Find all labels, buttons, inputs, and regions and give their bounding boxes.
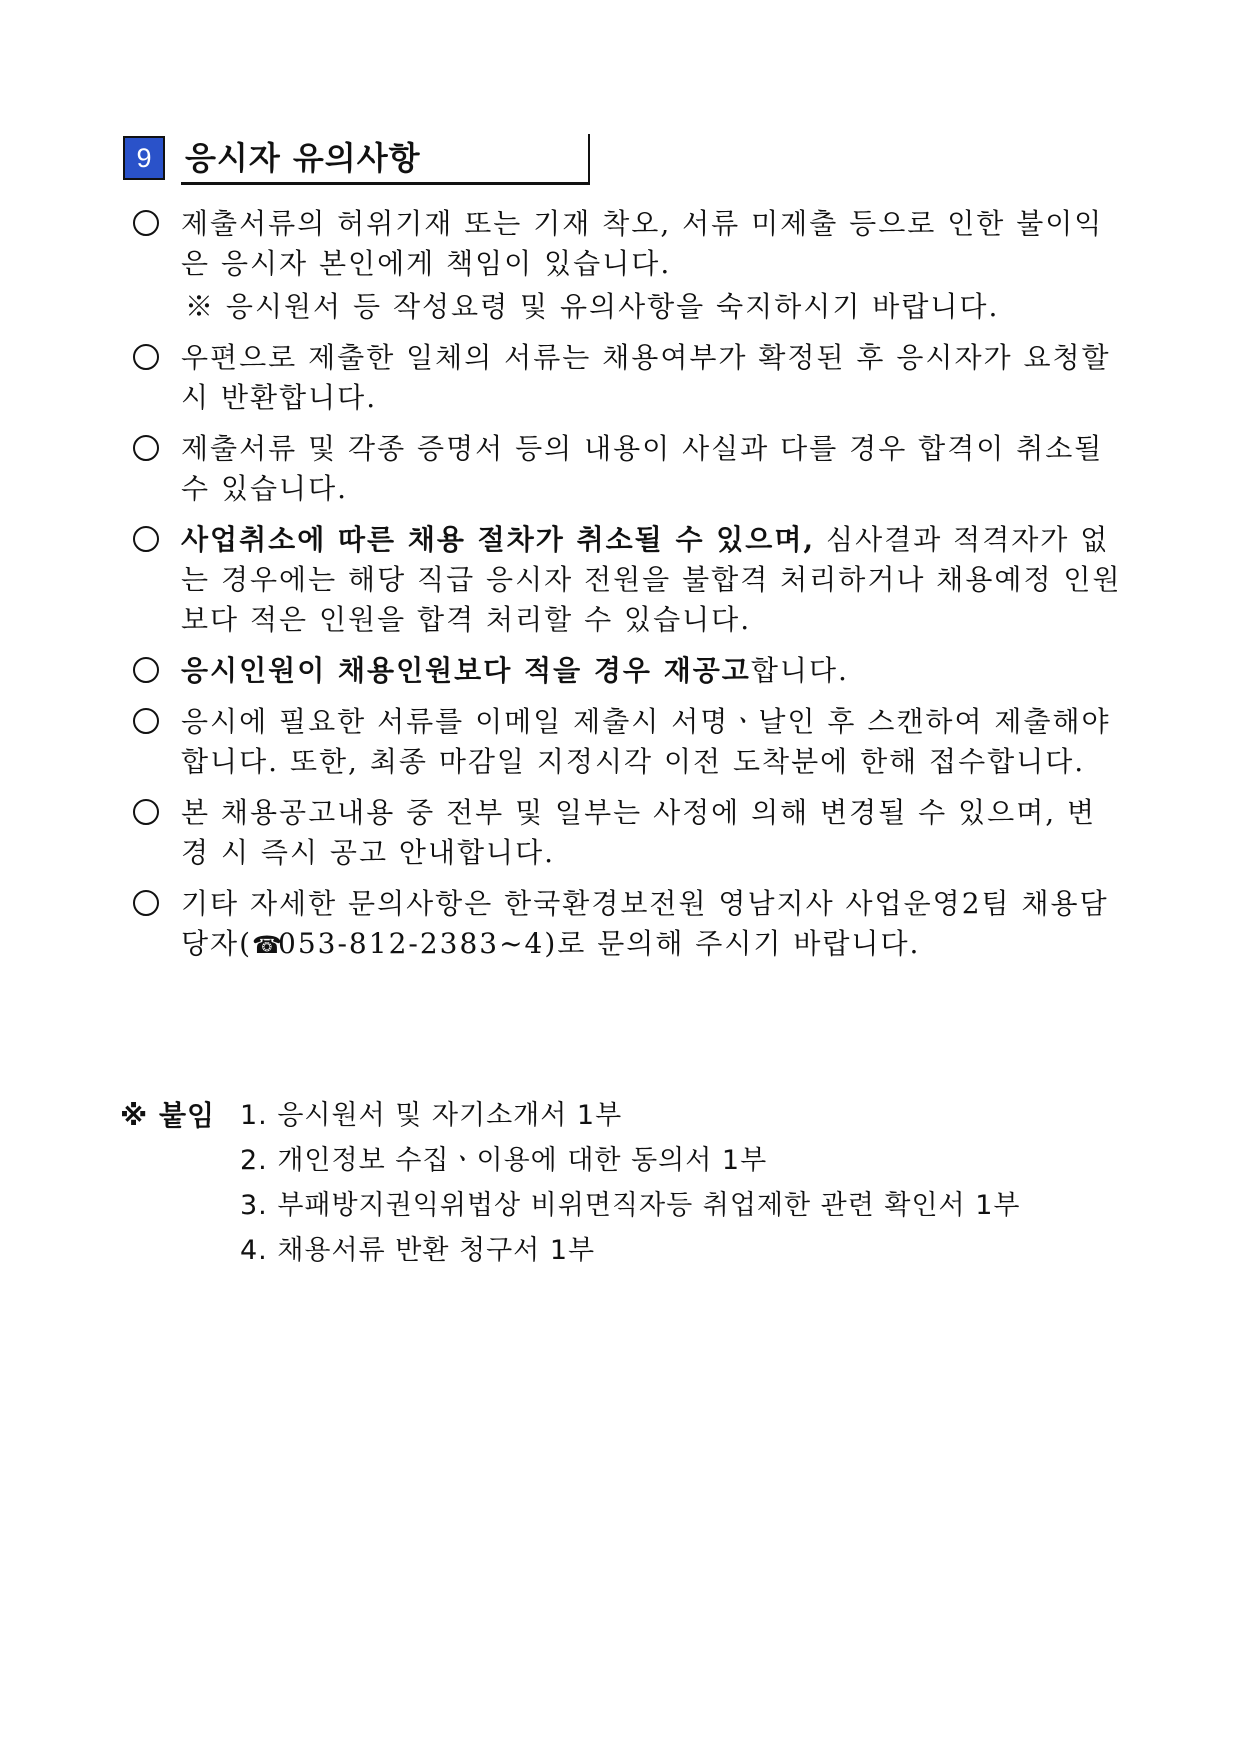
circle-bullet-icon	[133, 708, 159, 734]
item-text: 제출서류 및 각종 증명서 등의 내용이 사실과 다를 경우 합격이 취소될 수 있습니다.	[181, 432, 1104, 505]
contact-text-end: )로 문의해 주시기 바랍니다.	[544, 927, 921, 960]
circle-bullet-icon	[133, 435, 159, 461]
item-text	[181, 884, 1123, 965]
attachments-label: ※ 붙임	[120, 1099, 216, 1132]
list-item	[133, 520, 1123, 640]
circle-bullet-icon	[133, 526, 159, 552]
item-text	[181, 651, 1123, 691]
list-item	[133, 884, 1123, 965]
list-item	[133, 702, 1123, 782]
item-text-bold: 응시인원이 채용인원보다 적을 경우 재공고	[181, 654, 751, 687]
contact-phone: 053-812-2383~4	[278, 927, 545, 960]
attachments	[120, 1093, 1120, 1273]
item-text: 응시에 필요한 서류를 이메일 제출시 서명ㆍ날인 후 스캔하여 제출해야 합니다. 또한, 최종 마감일 지정시각 이전 도착분에 한해 접수합니다.	[181, 705, 1111, 778]
item-note: ※ 응시원서 등 작성요령 및 유의사항을 숙지하시기 바랍니다.	[185, 290, 1000, 323]
notice-list	[133, 204, 1123, 976]
circle-bullet-icon	[133, 657, 159, 683]
attachment-row	[120, 1183, 1120, 1228]
contact-text: 기타 자세한 문의사항은 한국환경보전원 영남지사 사업운영2팀 채용담당자(	[181, 887, 1109, 960]
attachment-item: 4. 채용서류 반환 청구서 1부	[240, 1235, 596, 1266]
telephone-icon: ☎	[252, 931, 284, 959]
circle-bullet-icon	[133, 799, 159, 825]
attachment-row	[120, 1138, 1120, 1183]
attachment-item: 1. 응시원서 및 자기소개서 1부	[240, 1100, 623, 1131]
section-underline	[181, 182, 590, 185]
circle-bullet-icon	[133, 210, 159, 236]
item-text: 우편으로 제출한 일체의 서류는 채용여부가 확정된 후 응시자가 요청할 시 반환합니다.	[181, 341, 1111, 414]
section-number-badge: 9	[123, 136, 165, 180]
section-rule-right	[588, 134, 590, 185]
list-item	[133, 204, 1123, 327]
item-text	[181, 520, 1123, 640]
attachment-item: 3. 부패방지권익위법상 비위면직자등 취업제한 관련 확인서 1부	[240, 1190, 1021, 1221]
item-text: 제출서류의 허위기재 또는 기재 착오, 서류 미제출 등으로 인한 불이익은 응시자 본인에게 책임이 있습니다.	[181, 207, 1104, 280]
list-item	[133, 651, 1123, 691]
item-text: 본 채용공고내용 중 전부 및 일부는 사정에 의해 변경될 수 있으며, 변경 시 즉시 공고 안내합니다.	[181, 796, 1097, 869]
list-item	[133, 429, 1123, 509]
attachment-row	[120, 1093, 1120, 1138]
item-text-rest: 합니다.	[750, 654, 849, 687]
circle-bullet-icon	[133, 344, 159, 370]
circle-bullet-icon	[133, 890, 159, 916]
list-item	[133, 338, 1123, 418]
attachment-item: 2. 개인정보 수집ㆍ이용에 대한 동의서 1부	[240, 1145, 768, 1176]
section-header	[123, 134, 590, 186]
list-item	[133, 793, 1123, 873]
attachment-row	[120, 1228, 1120, 1273]
section-title: 응시자 유의사항	[185, 139, 421, 177]
item-text-rest: 심사결과 적격자가 없는 경우에는 해당 직급 응시자 전원을 불합격 처리하거나 채용예정 인원보다 적은 인원을 합격 처리할 수 있습니다.	[181, 523, 1122, 636]
item-text-bold: 사업취소에 따른 채용 절차가 취소될 수 있으며,	[181, 523, 816, 556]
